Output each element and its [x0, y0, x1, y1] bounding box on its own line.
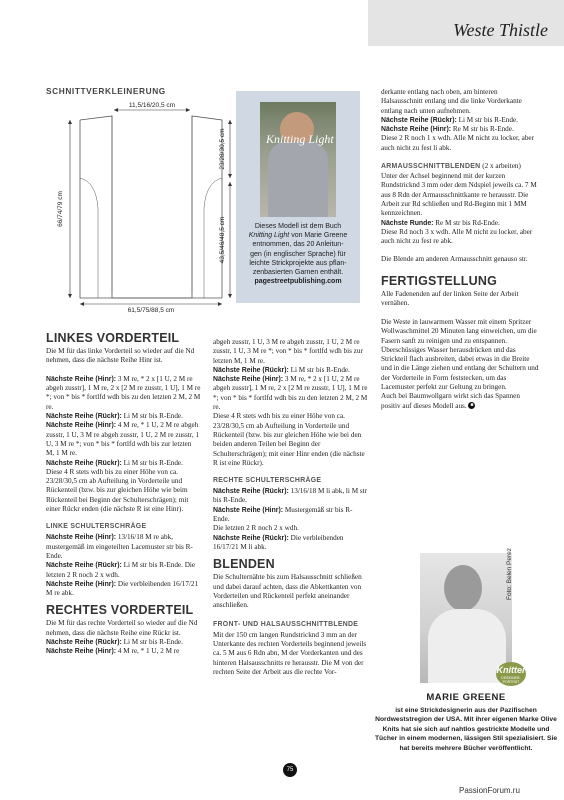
heading-front-halsausschnittblende: FRONT- UND HALSAUSSCHNITTBLENDE [213, 620, 359, 628]
designer-name: MARIE GREENE [426, 692, 506, 703]
column-1 [46, 327, 201, 657]
row-text: Li M str bis R-Ende. [121, 412, 183, 421]
row-lead: Nächste Runde: [381, 219, 434, 227]
row-lead: Nächste Reihe (Hinr): [46, 422, 117, 430]
row-lead: Nächste Reihe (Rückr): [46, 459, 122, 467]
book-line [241, 231, 355, 240]
row-lead: Nächste Reihe (Hinr): [46, 580, 117, 588]
knitter-badge-logo [496, 662, 526, 686]
photo-credit: Foto: Belen Perez [506, 547, 513, 600]
row-lead: Nächste Reihe (Hinr): [46, 648, 117, 656]
schnitt-heading: SCHNITTVERKLEINERUNG [46, 86, 166, 96]
heading-blenden: BLENDEN [213, 557, 275, 572]
heading-fertigstellung: FERTIGSTELLUNG [381, 274, 497, 289]
paragraph: abgeh zusstr, 1 U, 3 M re abgeh zusstr, 1 U, 2 M re zusstr, 1 U, 3 M re *; von * bis * fortlfd wdh bis zur letzten M, 1 M re. [213, 338, 363, 365]
row-lead: Nächste Reihe (Rückr): [46, 639, 122, 647]
row-text: 3 M re, * 2 x [1 U, 2 M re abgeh zusstr], 1 M re, 2 x [2 M re zusstr, 1 U], 1 M re *; von * bis * fortlfd wdh bis zu den letzten 2 M, 2 M re. [213, 375, 368, 412]
row-text: Die verbleibenden 16/17/21 M li abk. [213, 533, 344, 551]
heading-rechtes-vorderteil: RECHTES VORDERTEIL [46, 603, 194, 618]
row-lead: Nächste Reihe (Hinr): [46, 375, 117, 383]
row-text: 4 M re, * 1 U, 2 M re [116, 647, 180, 656]
row-text: 13/16/18 M re abk, mustergemäß im eingeteilten Lacemuster str bis R-Ende. [46, 533, 193, 560]
dim-left-label: 66/74/79 cm [57, 191, 64, 227]
designer-bio: ist eine Strickdesignerin aus der Pazifischen Nordweststregion der USA. Mit ihrer eigenen Marke Olive Knits hat sie sich auf nahtlos gestrickte Modelle und Tücher in einem modernen, lässigen Stil spezialisiert. Sie hat bereits mehrere Bücher veröffentlicht. [374, 707, 558, 752]
heading-armausschnittblenden: ARMAUSSCHNITTBLENDEN [381, 163, 481, 171]
book-info-text [241, 222, 355, 286]
dim-top-label: 11,5/16/20,5 cm [128, 102, 176, 109]
row-lead: Nächste Reihe (Hinr): [46, 534, 117, 542]
paragraph: Diese 4 R stets wdh bis zu einer Höhe von ca. 23/28/30,5 cm ab Aufteilung in Vorderteile und Rückenteil (bzw. bis zur gleichen Höhe wie bei den beiden anderen Teilen bei Beginn der Schulterschrägen); mit einer Hinr enden (die nächste R ist eine Rückr). [213, 412, 365, 467]
row-lead: Nächste Reihe (Rückr): [46, 413, 122, 421]
row-text: Li M str bis R-Ende. [456, 115, 518, 124]
row-text: Li M str bis R-Ende. [288, 365, 350, 374]
paragraph: Die M für das rechte Vorderteil so wieder auf die Nd nehmen, dass die nächste Reihe eine Rückr ist. [46, 619, 198, 637]
row-lead: Nächste Reihe (Rückr): [213, 488, 289, 496]
paragraph: Diese Rd noch 3 x wdh. Alle M nicht zu locker, aber auch nicht zu fest re abk. [381, 227, 533, 246]
row-lead: Nächste Reihe (Hinr): [381, 126, 452, 134]
book-author: von Marie Greene [289, 232, 348, 240]
row-text: Die verbleibenden 16/17/21 M re abk. [46, 579, 199, 598]
badge-title: Knitter [496, 665, 526, 675]
book-line: zenbasierten Garnen enthält. [252, 269, 344, 277]
row-text: 13/16/18 M li abk, li M str bis R-Ende. [213, 487, 368, 505]
paragraph: Die M für das linke Vorderteil so wieder auf die Nd nehmen, dass die nächste Reihe Hinr ist. [46, 347, 195, 365]
row-text: Re M str bis Rd-Ende. [433, 218, 500, 227]
dim-bottom-label: 61,5/75/88,5 cm [127, 307, 175, 314]
book-title-italic: Knitting Light [248, 232, 290, 240]
row-lead: Nächste Reihe (Rückr): [46, 562, 122, 570]
watermark: PassionForum.ru [459, 786, 520, 795]
book-line: entnommen, das 20 Anleitun- [252, 241, 344, 249]
publisher-link[interactable]: pagestreetpublishing.com [254, 278, 342, 286]
row-lead: Nächste Reihe (Rückr): [213, 534, 289, 542]
heading-rechte-schulterschraege: RECHTE SCHULTERSCHRÄGE [213, 477, 322, 485]
book-cover-image [260, 102, 336, 217]
row-text: 3 M re, * 2 x [1 U, 2 M re abgeh zusstr], 1 M re, 2 x [2 M re zusstr, 1 U], 1 M re *; von * bis * fortlfd wdh bis zu den letzten 2 M, 2 M re. [46, 374, 201, 411]
paragraph: Diese 2 R noch 1 x wdh. Alle M nicht zu locker, aber auch nicht zu fest li abk. [381, 134, 535, 152]
paragraph: Unter der Achsel beginnend mit der kurzen Rundstricknd 3 mm oder dem Ndspiel jeweils ca. 7 M aus 8 Rdn der Armausschnittkante re herausstr. Die Arbeit zur Rd schließen und Rd-Beginn mit 1 MM kennzeichnen. [381, 172, 537, 218]
page-number: 75 [283, 763, 297, 777]
row-lead: Nächste Reihe (Hinr): [213, 506, 284, 514]
heading-suffix: (2 x arbeiten) [480, 162, 521, 171]
paragraph: Die Blende am anderen Armausschnitt genauso str. [381, 255, 528, 264]
row-text: Mustergemäß str bis R-Ende. [213, 505, 353, 524]
dim-right-lower-label: 43,5/46/48,5 cm [219, 216, 226, 264]
paragraph: Die letzten 2 R noch 2 x wdh. [213, 524, 299, 533]
heading-linke-schulterschraege: LINKE SCHULTERSCHRÄGE [46, 523, 147, 531]
row-lead: Nächste Reihe (Rückr): [381, 116, 457, 124]
row-text: Re M str bis R-Ende. [451, 125, 514, 134]
paragraph: Die Weste in lauwarmem Wasser mit einem Spritzer Wollwaschmittel 20 Minuten lang einweichen, um die Fasern sanft zu reinigen und zu entspannen. Überschüssiges Wasser herausdrücken und das Strickteil flach ausbreiten, dabei etwas in die Breite und in die Länge ziehen und entlang der Schultern und der Vorderteile in Form feststecken, um das Lacemuster perfekt zur Geltung zu bringen. [381, 317, 539, 392]
book-cover-title: Knitting Light [266, 132, 334, 146]
book-line: gen (in englischer Sprache) für [250, 250, 346, 258]
row-text: Li M str bis R-Ende. Die letzten 2 R noch 2 x wdh. [46, 561, 196, 579]
dim-right-upper-label: 23/28/30,5 cm [219, 128, 226, 170]
book-line: Dieses Modell ist dem Buch [254, 223, 342, 230]
heading-linkes-vorderteil: LINKES VORDERTEIL [46, 331, 180, 345]
paragraph: derkante entlang nach oben, am hinteren Halsausschnitt entlang und die linke Vorderkante entlang nach unten aufnehmen. [381, 88, 522, 115]
row-lead: Nächste Reihe (Hinr): [213, 376, 284, 384]
paragraph: Auch bei Baumwollgarn wirkt sich das Spannen positiv auf dieses Modell aus. [381, 392, 520, 410]
column-2 [213, 338, 368, 687]
row-lead: Nächste Reihe (Rückr): [213, 366, 289, 374]
badge-subtitle: DESIGNER-PORTRÄT [501, 676, 521, 684]
end-mark-icon: ■ [470, 403, 474, 409]
page-title: Weste Thistle [453, 20, 548, 40]
column-3 [381, 88, 541, 411]
paragraph: Die Schulternähte bis zum Halsausschnitt schließen und dabei darauf achten, dass die Abkettkanten von Vorderteilen und Rückenteil perfekt aneinander anschließen. [213, 573, 362, 610]
row-text: Li M str bis R-Ende. Diese 4 R stets wdh bis zu einer Höhe von ca. 23/28/30,5 cm ab Aufteilung in Vorderteile und Rückenteil (bzw. bis zur gleichen Höhe wie beim Rückenteil bei Beginn der Schulterschrägen); mit einer Rückr enden (die nächste R ist eine Hinr). [46, 458, 189, 514]
row-text: Li M str bis R-Ende. [121, 638, 183, 647]
paragraph: Alle Fadenenden auf der linken Seite der Arbeit vernähen. [381, 290, 519, 308]
book-line: leichte Strickprojekte aus pflan- [249, 259, 347, 267]
schematic-diagram [40, 98, 235, 314]
paragraph: Mit der 150 cm langen Rundstricknd 3 mm an der Unterkante des rechten Vorderteils beginnend jeweils ca. 5 M aus 6 Rdn abn, M der Vorderkanten und des hinteren Halsausschnitts re herausstr. Die M von der rechten Seite der Arbeit aus die rechte Vor- [213, 630, 367, 676]
row-text: 4 M re, * 1 U, 2 M re abgeh zusstr, 1 U, 3 M re abgeh zusstr, 1 U, 2 M re zusstr, 1 U, 3 M re *; von * bis * fortlfd wdh bis zur letzten M, 1 M re. [46, 421, 200, 458]
